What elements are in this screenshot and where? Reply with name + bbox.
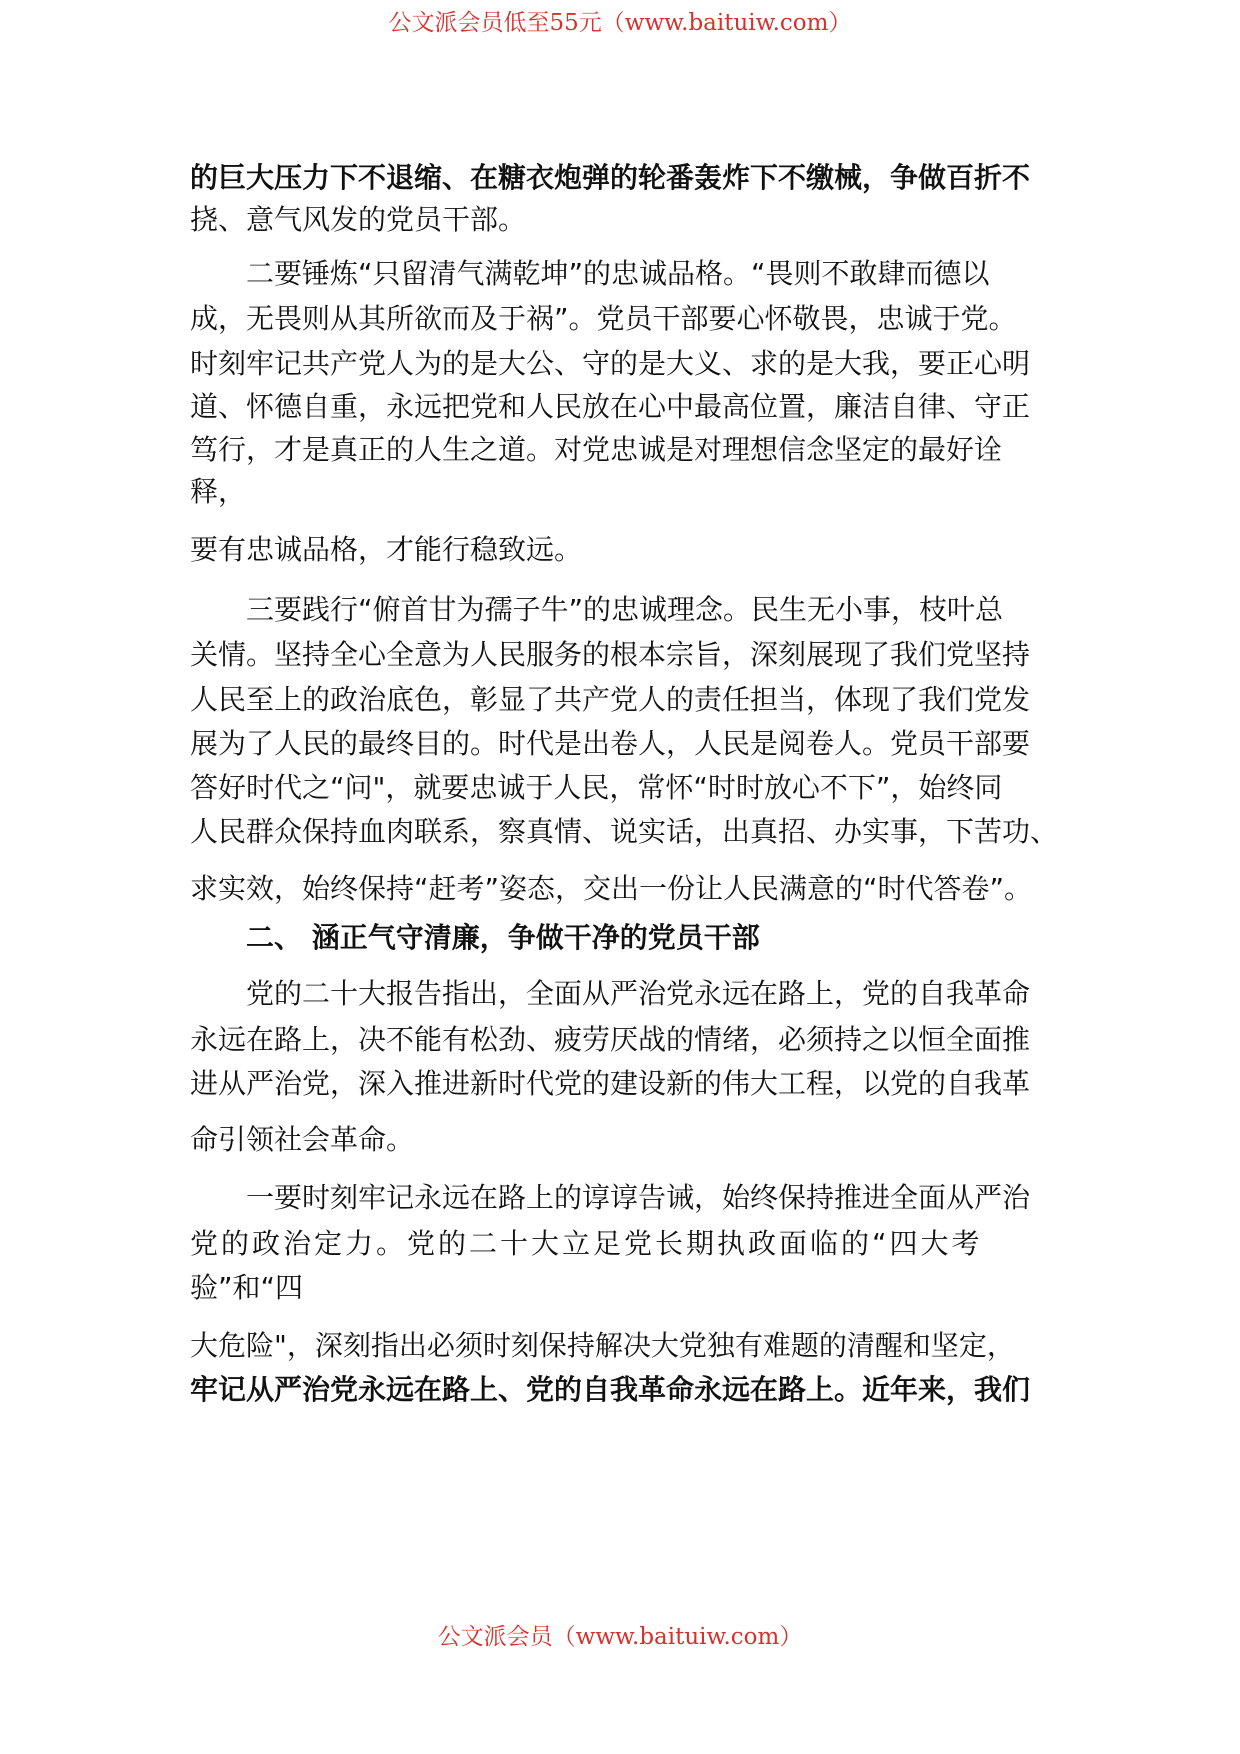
text-line: 牢记从严治党永远在路上、党的自我革命永远在路上。近年来，我们 [190, 1373, 1031, 1406]
text-line: 关情。坚持全心全意为人民服务的根本宗旨，深刻展现了我们党坚持 [190, 638, 1031, 671]
text-line: 大危险"，深刻指出必须时刻保持解决大党独有难题的清醒和坚定， [190, 1329, 1015, 1362]
paragraph-line: 二要锤炼“只留清气满乾坤”的忠诚品格。“畏则不敢肆而德以 [246, 257, 990, 290]
text-line: 展为了人民的最终目的。时代是出卷人，人民是阅卷人。党员干部要 [190, 727, 1031, 760]
text-line: 笃行，才是真正的人生之道。对党忠诚是对理想信念坚定的最好诠 [190, 433, 1003, 466]
section-heading: 二、 涵正气守清廉，争做干净的党员干部 [246, 921, 760, 954]
text-line: 挠、意气风发的党员干部。 [190, 203, 527, 236]
text-line: 成，无畏则从其所欲而及于祸”。党员干部要心怀敬畏，忠诚于党。 [190, 302, 1017, 335]
text-line: 命引领社会革命。 [190, 1123, 415, 1156]
text-line: 党的政治定力。党的二十大立足党长期执政面临的“四大考 [190, 1227, 983, 1260]
text-line: 要有忠诚品格，才能行稳致远。 [190, 533, 583, 566]
text-line: 道、怀德自重，永远把党和人民放在心中最高位置，廉洁自律、守正 [190, 390, 1031, 423]
text-line: 求实效，始终保持“赶考”姿态，交出一份让人民满意的“时代答卷”。 [190, 872, 1033, 905]
paragraph-line: 三要践行“俯首甘为孺子牛”的忠诚理念。民生无小事，枝叶总 [246, 593, 1004, 626]
text-line: 人民群众保持血肉联系，察真情、说实话，出真招、办实事，下苦功、 [190, 815, 1059, 848]
text-line: 时刻牢记共产党人为的是大公、守的是大义、求的是大我，要正心明 [190, 347, 1031, 380]
paragraph-line: 党的二十大报告指出，全面从严治党永远在路上，党的自我革命 [246, 977, 1031, 1010]
text-line: 释， [190, 475, 247, 508]
footer-watermark: 公文派会员（www.baituiw.com） [437, 1624, 803, 1650]
text-line: 永远在路上，决不能有松劲、疲劳厌战的情绪，必须持之以恒全面推 [190, 1023, 1031, 1056]
header-watermark: 公文派会员低至55元（www.baituiw.com） [388, 10, 852, 36]
text-line: 进从严治党，深入推进新时代党的建设新的伟大工程，以党的自我革 [190, 1067, 1031, 1100]
text-line: 人民至上的政治底色，彰显了共产党人的责任担当，体现了我们党发 [190, 683, 1031, 716]
paragraph-line: 一要时刻牢记永远在路上的谆谆告诫，始终保持推进全面从严治 [246, 1181, 1031, 1214]
text-line: 的巨大压力下不退缩、在糖衣炮弹的轮番轰炸下不缴械，争做百折不 [190, 161, 1031, 194]
text-line: 验”和“四 [190, 1271, 304, 1304]
text-line: 答好时代之“问"，就要忠诚于人民，常怀“时时放心不下”，始终同 [190, 771, 1003, 804]
